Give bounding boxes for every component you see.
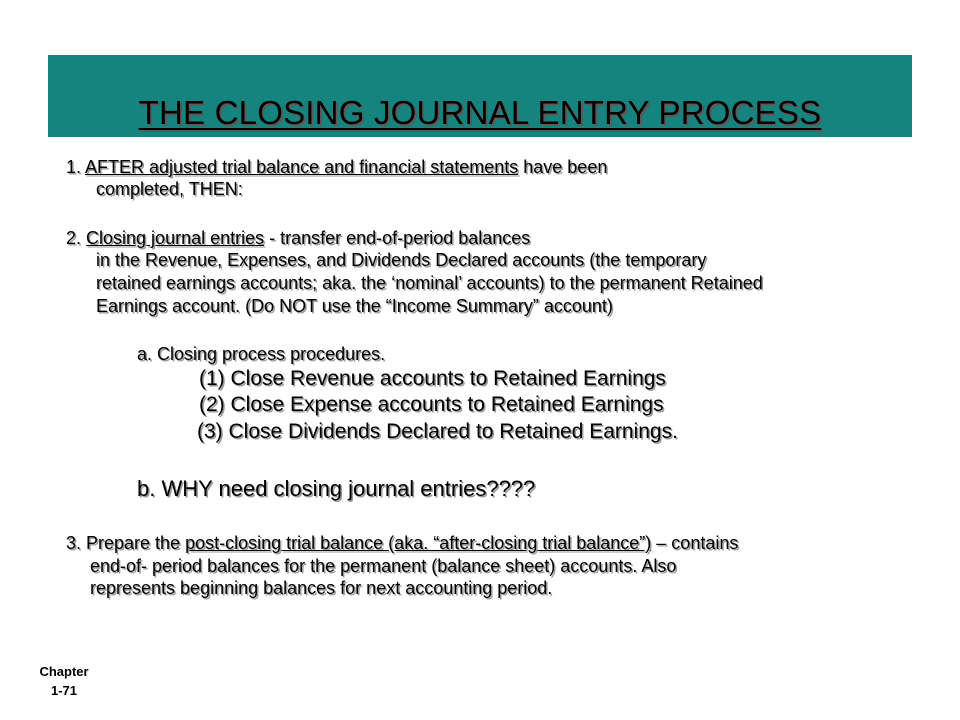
item-2-line-3: retained earnings accounts; aka. the ‘nominal’ accounts) to the permanent Retained: [96, 273, 763, 293]
item-3-rest: – contains: [651, 533, 739, 553]
item-2-underlined: Closing journal entries: [86, 228, 265, 248]
item-3-line-2: end-of- period balances for the permanent (balance sheet) accounts. Also: [90, 556, 677, 576]
item-1-line-1: [66, 157, 607, 178]
item-2-rest: - transfer end-of-period balances: [264, 228, 531, 248]
title-bar: [48, 55, 912, 137]
item-2-number: 2.: [66, 228, 82, 248]
item-3-underlined: post-closing trial balance (aka. “after-closing trial balance”): [185, 533, 652, 553]
chapter-footer: [28, 662, 100, 700]
item-1-rest: have been: [518, 157, 608, 177]
item-3-line-1: [66, 533, 738, 554]
sub-a-step-2: (2) Close Expense accounts to Retained Earnings: [199, 393, 664, 416]
item-2-line-2: in the Revenue, Expenses, and Dividends Declared accounts (the temporary: [96, 250, 707, 270]
slide-title: THE CLOSING JOURNAL ENTRY PROCESS: [138, 94, 822, 131]
item-1-underlined: AFTER adjusted trial balance and financial statements: [85, 157, 519, 177]
sub-a-step-1: (1) Close Revenue accounts to Retained Earnings: [199, 367, 666, 390]
item-2-line-1: [66, 228, 530, 249]
item-3-number: 3.: [66, 533, 82, 553]
sub-a-step-3: (3) Close Dividends Declared to Retained Earnings.: [197, 420, 678, 443]
item-1-line-2: completed, THEN:: [96, 179, 243, 199]
item-1-number: 1.: [66, 157, 82, 177]
item-2-line-4: Earnings account. (Do NOT use the “Income Summary” account): [96, 296, 613, 316]
chapter-page: 1-71: [50, 683, 78, 698]
chapter-label: Chapter: [39, 664, 89, 679]
sub-b-label: b. WHY need closing journal entries????: [137, 476, 536, 501]
sub-a-label: a. Closing process procedures.: [137, 344, 386, 364]
title-container: [48, 55, 912, 137]
item-3-pre: Prepare the: [81, 533, 186, 553]
item-3-line-3: represents beginning balances for next accounting period.: [90, 578, 553, 598]
